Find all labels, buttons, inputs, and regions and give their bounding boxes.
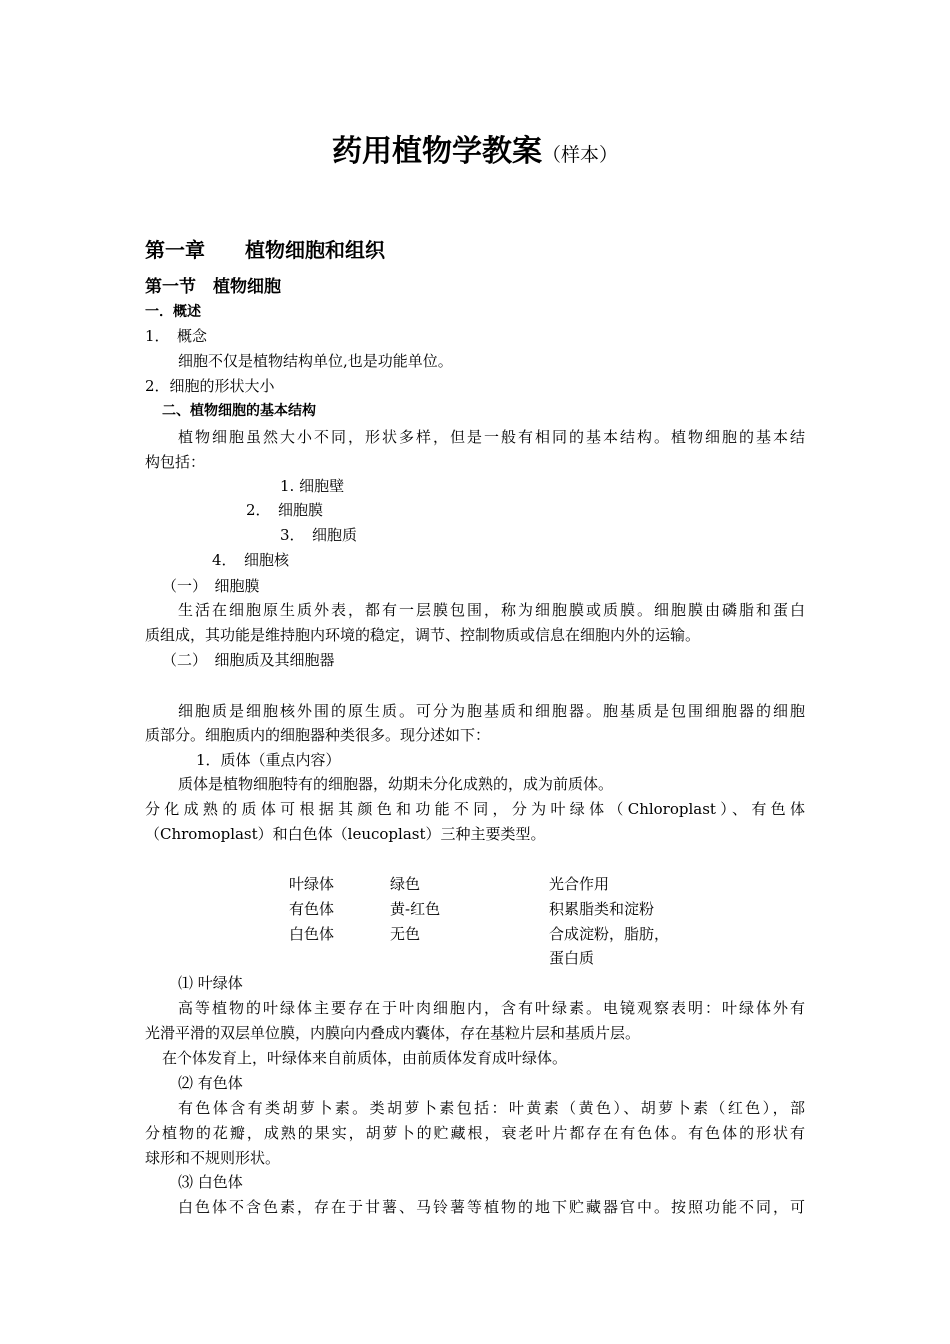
subheading-membrane: （一） 细胞膜 xyxy=(162,577,260,595)
chloroplast-heading: ⑴ 叶绿体 xyxy=(178,974,243,992)
chapter-heading: 第一章 植物细胞和组织 xyxy=(145,238,385,262)
heading-overview: 一．概述 xyxy=(145,304,201,320)
table-cell: 合成淀粉，脂肪， xyxy=(549,925,670,943)
paragraph-cytoplasm-line-2: 质部分。细胞质内的细胞器种类很多。现分述如下： xyxy=(145,726,491,744)
chromoplast-heading: ⑵ 有色体 xyxy=(178,1074,243,1092)
table-cell: 白色体 xyxy=(289,925,335,943)
paragraph-plastid-line-1: 质体是植物细胞特有的细胞器，幼期未分化成熟的，成为前质体。 xyxy=(178,775,614,793)
paragraph-chromoplast-line-1: 有色体含有类胡萝卜素。类胡萝卜素包括：叶黄素（黄色）、胡萝卜素（红色），部 xyxy=(178,1099,805,1117)
plastid-heading: 1．质体（重点内容） xyxy=(196,751,341,769)
paragraph-concept: 细胞不仅是植物结构单位,也是功能单位。 xyxy=(178,352,453,370)
paragraph-plastid-line-2: 分化成熟的质体可根据其颜色和功能不同，分为叶绿体（Chloroplast）、有色体 xyxy=(145,800,805,818)
paragraph-chromoplast-line-3: 球形和不规则形状。 xyxy=(145,1149,281,1167)
table-cell: 有色体 xyxy=(289,900,335,918)
paragraph-chloroplast-line-1: 高等植物的叶绿体主要存在于叶肉细胞内，含有叶绿素。电镜观察表明：叶绿体外有 xyxy=(178,999,805,1017)
document-title xyxy=(0,132,950,175)
table-cell: 光合作用 xyxy=(549,875,610,893)
table-cell: 无色 xyxy=(390,925,421,943)
paragraph-chloroplast-line-3: 在个体发育上，叶绿体来自前质体，由前质体发育成叶绿体。 xyxy=(162,1049,568,1067)
paragraph-structure-line-2: 构包括： xyxy=(145,453,206,471)
paragraph-membrane-line-1: 生活在细胞原生质外表，都有一层膜包围，称为细胞膜或质膜。细胞膜由磷脂和蛋白 xyxy=(178,601,805,619)
paragraph-structure-line-1: 植物细胞虽然大小不同，形状多样，但是一般有相同的基本结构。植物细胞的基本结 xyxy=(178,428,805,446)
table-cell: 绿色 xyxy=(390,875,421,893)
list-item-cell-wall: 1. 细胞壁 xyxy=(280,477,345,495)
table-cell: 蛋白质 xyxy=(549,949,595,967)
list-item-cytoplasm: 3． 细胞质 xyxy=(280,526,358,544)
title-main: 药用植物学教案 xyxy=(331,134,542,169)
paragraph-chloroplast-line-2: 光滑平滑的双层单位膜，内膜向内叠成内囊体，存在基粒片层和基质片层。 xyxy=(145,1024,641,1042)
paragraph-membrane-line-2: 质组成，其功能是维持胞内环境的稳定，调节、控制物质或信息在细胞内外的运输。 xyxy=(145,626,701,644)
paragraph-leucoplast-line-1: 白色体不含色素，存在于甘薯、马铃薯等植物的地下贮藏器官中。按照功能不同，可 xyxy=(178,1198,805,1216)
leucoplast-heading: ⑶ 白色体 xyxy=(178,1173,243,1191)
table-cell: 黄-红色 xyxy=(390,900,441,918)
paragraph-cytoplasm-line-1: 细胞质是细胞核外围的原生质。可分为胞基质和细胞器。胞基质是包围细胞器的细胞 xyxy=(178,702,805,720)
heading-structure: 二、植物细胞的基本结构 xyxy=(162,403,316,419)
list-item-cell-membrane: 2． 细胞膜 xyxy=(246,501,324,519)
item-shape-size: 2．细胞的形状大小 xyxy=(145,377,275,395)
paragraph-chromoplast-line-2: 分植物的花瓣，成熟的果实，胡萝卜的贮藏根，衰老叶片都存在有色体。有色体的形状有 xyxy=(145,1124,805,1142)
section-heading: 第一节 植物细胞 xyxy=(145,277,281,297)
table-cell: 叶绿体 xyxy=(289,875,335,893)
item-concept: 1． 概念 xyxy=(145,327,208,345)
paragraph-plastid-line-3: （Chromoplast）和白色体（leucoplast）三种主要类型。 xyxy=(145,825,546,843)
table-cell: 积累脂类和淀粉 xyxy=(549,900,655,918)
subheading-cytoplasm: （二） 细胞质及其细胞器 xyxy=(162,651,335,669)
title-suffix: （样本） xyxy=(541,144,618,166)
list-item-nucleus: 4． 细胞核 xyxy=(212,551,290,569)
